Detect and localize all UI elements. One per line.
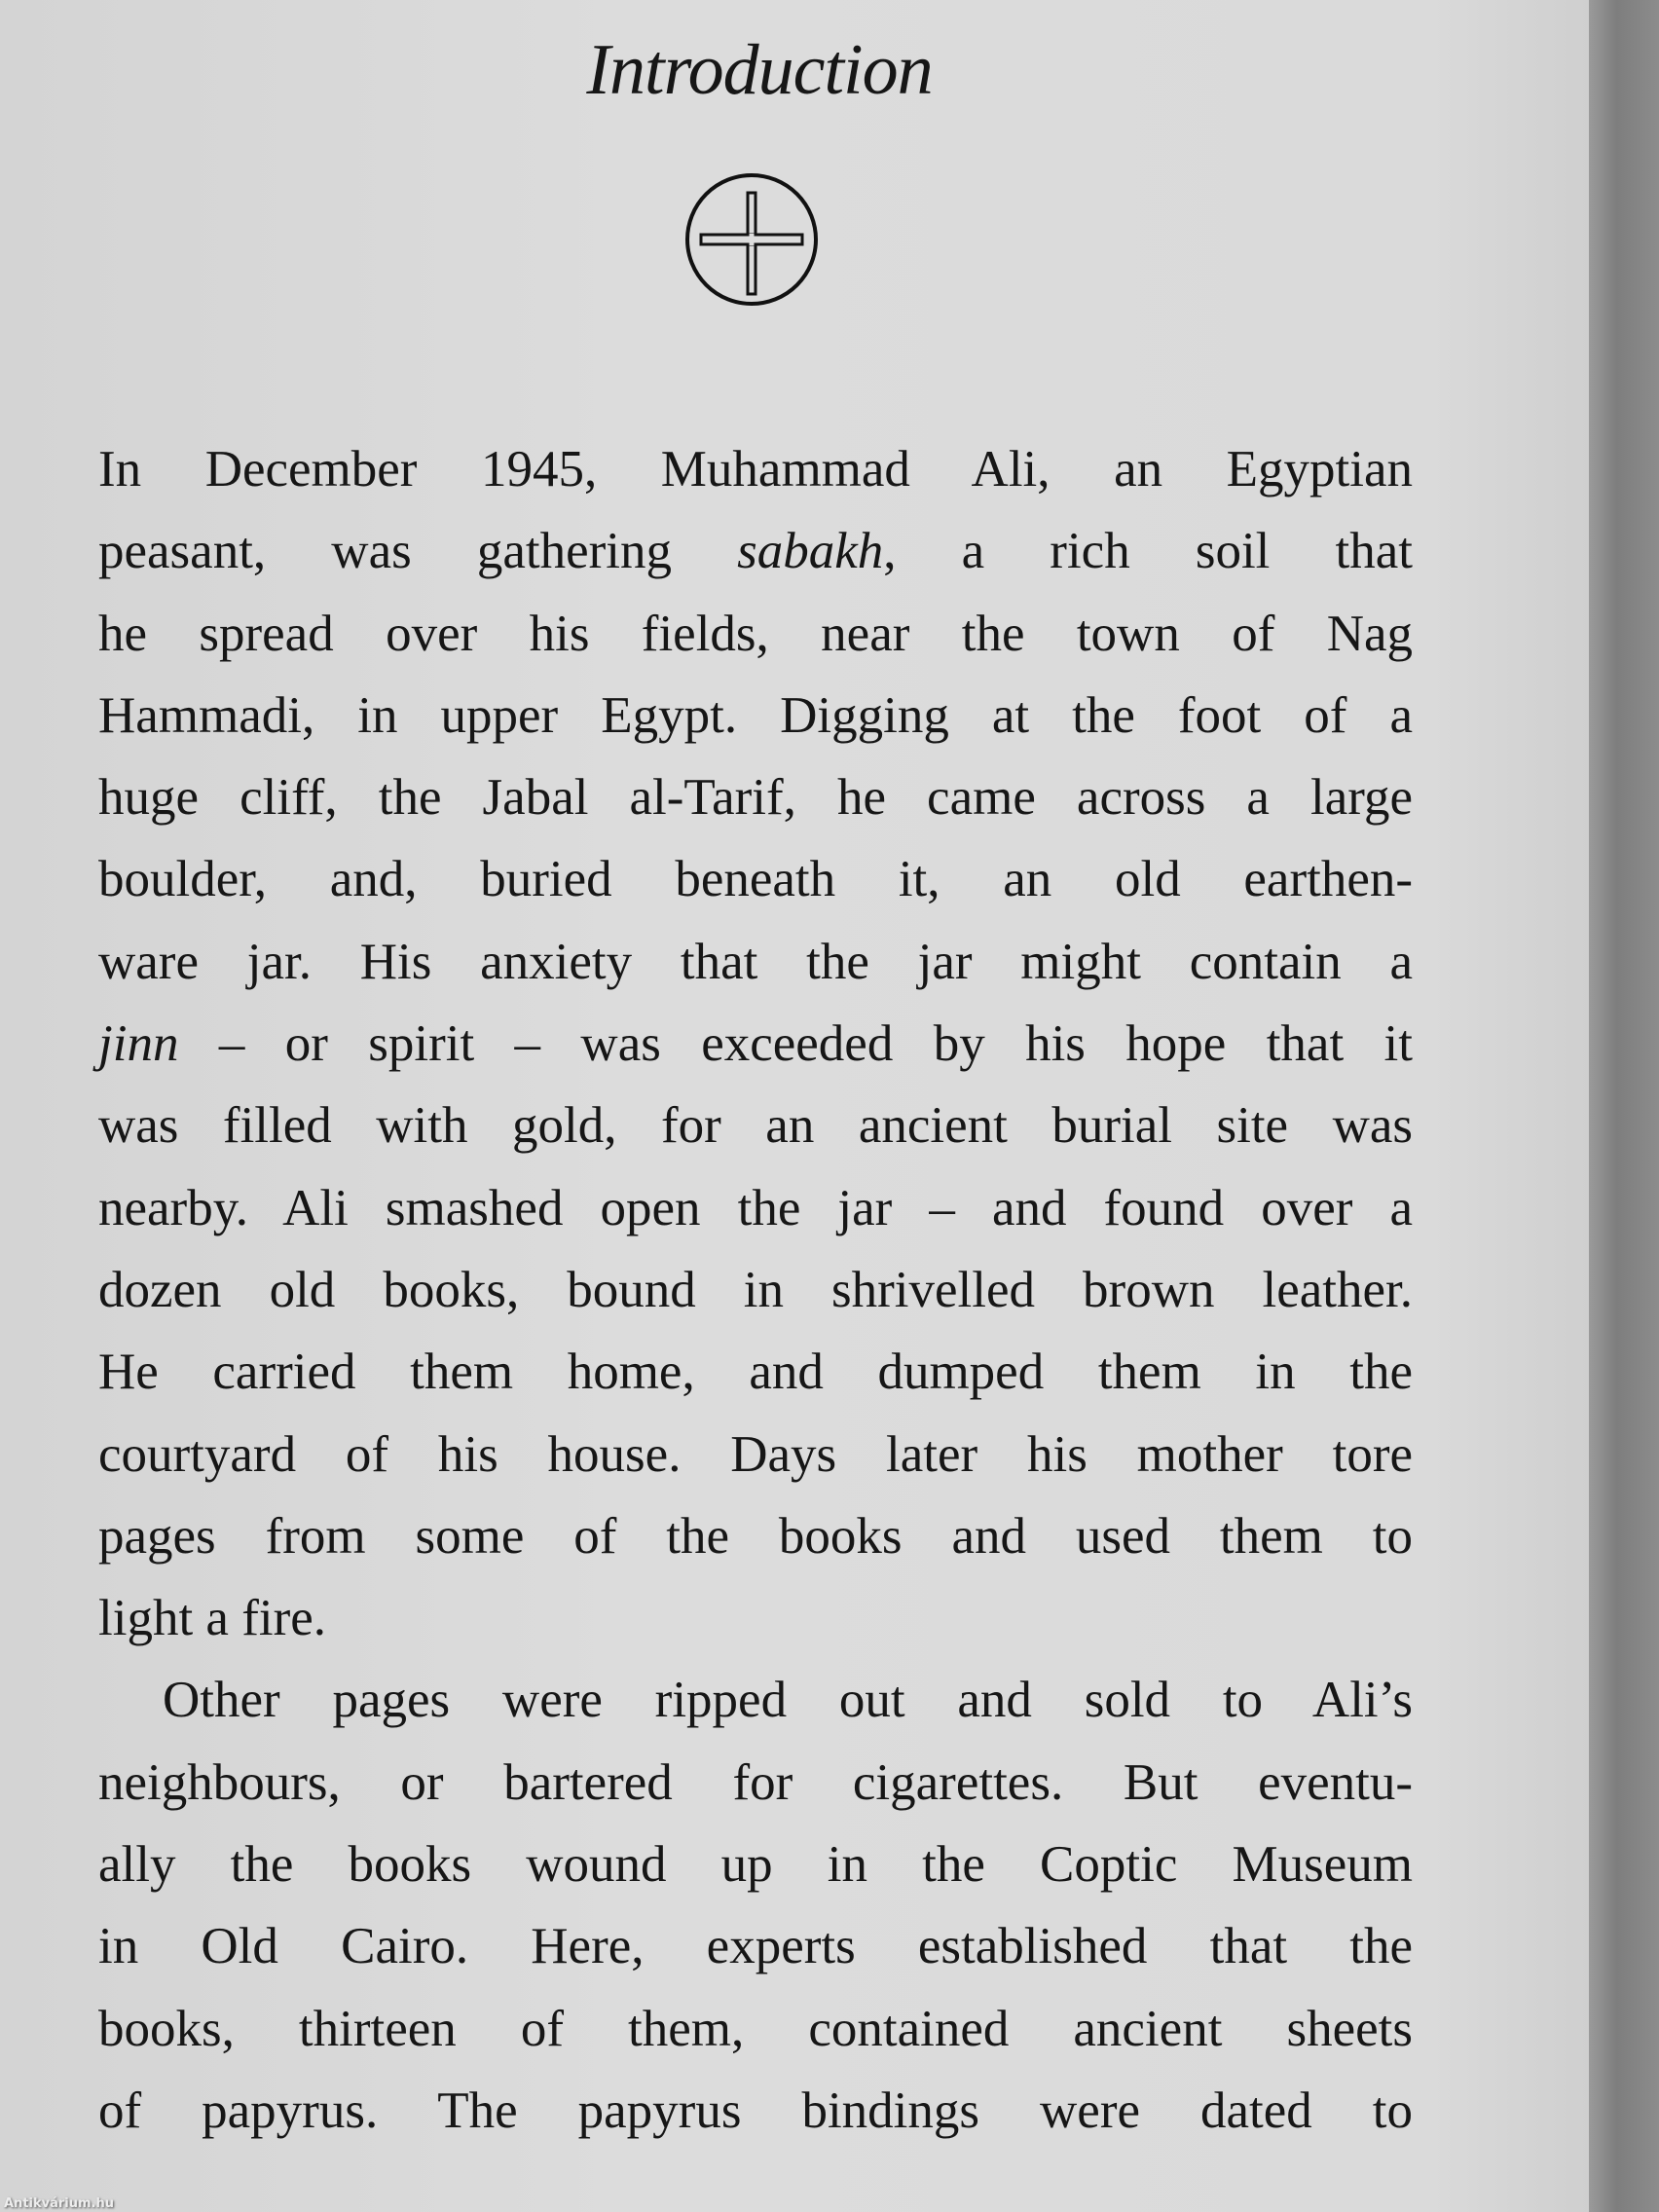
text-segment: books, thirteen of them, contained ancient sheets	[98, 2000, 1413, 2057]
text-segment: , a rich soil that	[883, 523, 1413, 580]
text-segment: – or spirit – was exceeded by his hope that it	[178, 1015, 1413, 1073]
text-segment: huge cliff, the Jabal al-Tarif, he came across a large	[98, 769, 1413, 827]
text-segment: he spread over his fields, near the town of Nag	[98, 605, 1413, 662]
text-line	[98, 756, 1413, 838]
text-segment: light a fire.	[98, 1590, 326, 1647]
body-text	[98, 428, 1413, 2152]
text-line	[98, 1003, 1413, 1085]
italic-term: sabakh	[737, 523, 884, 580]
text-line	[98, 1085, 1413, 1166]
text-segment: Hammadi, in upper Egypt. Digging at the foot of a	[98, 686, 1413, 744]
italic-term: jinn	[98, 1015, 179, 1073]
text-line	[98, 2070, 1413, 2152]
text-segment: ally the books wound up in the Coptic Museum	[98, 1836, 1413, 1894]
text-segment: pages from some of the books and used them to	[98, 1507, 1413, 1565]
text-segment: ware jar. His anxiety that the jar might contain a	[98, 933, 1413, 990]
text-segment: of papyrus. The papyrus bindings were dated to	[98, 2082, 1413, 2139]
text-segment: In December 1945, Muhammad Ali, an Egyptian	[98, 441, 1413, 498]
book-spine-edge	[1589, 0, 1659, 2212]
text-line	[98, 1249, 1413, 1331]
text-segment: was filled with gold, for an ancient burial site was	[98, 1097, 1413, 1155]
text-line	[98, 1905, 1413, 1987]
watermark: Antikvárium.hu	[4, 2196, 114, 2211]
text-line	[98, 1659, 1413, 1741]
text-line	[98, 1331, 1413, 1413]
text-line	[98, 921, 1413, 1003]
text-line	[98, 1824, 1413, 1905]
text-line	[98, 593, 1413, 675]
text-line	[98, 838, 1413, 920]
text-segment: neighbours, or bartered for cigarettes. But eventu-	[98, 1753, 1413, 1811]
text-segment: peasant, was gathering	[98, 523, 738, 580]
cross-ornament-icon	[682, 171, 822, 312]
text-line	[98, 1577, 1413, 1659]
text-segment: boulder, and, buried beneath it, an old earthen-	[98, 851, 1413, 908]
text-line	[98, 1167, 1413, 1249]
text-line	[98, 1414, 1413, 1495]
text-line	[98, 510, 1413, 592]
text-segment: nearby. Ali smashed open the jar – and found over a	[98, 1179, 1413, 1236]
text-line	[98, 1742, 1413, 1824]
text-segment: dozen old books, bound in shrivelled brown leather.	[98, 1261, 1413, 1318]
text-segment: courtyard of his house. Days later his mother tore	[98, 1425, 1413, 1483]
text-line	[98, 428, 1413, 510]
text-line	[98, 1988, 1413, 2070]
text-line	[98, 1495, 1413, 1577]
chapter-title: Introduction	[586, 30, 933, 110]
text-segment: He carried them home, and dumped them in the	[98, 1344, 1413, 1401]
text-segment: in Old Cairo. Here, experts established that the	[98, 1918, 1413, 1975]
text-line	[98, 675, 1413, 756]
text-segment: Other pages were ripped out and sold to Ali’s	[163, 1672, 1413, 1729]
